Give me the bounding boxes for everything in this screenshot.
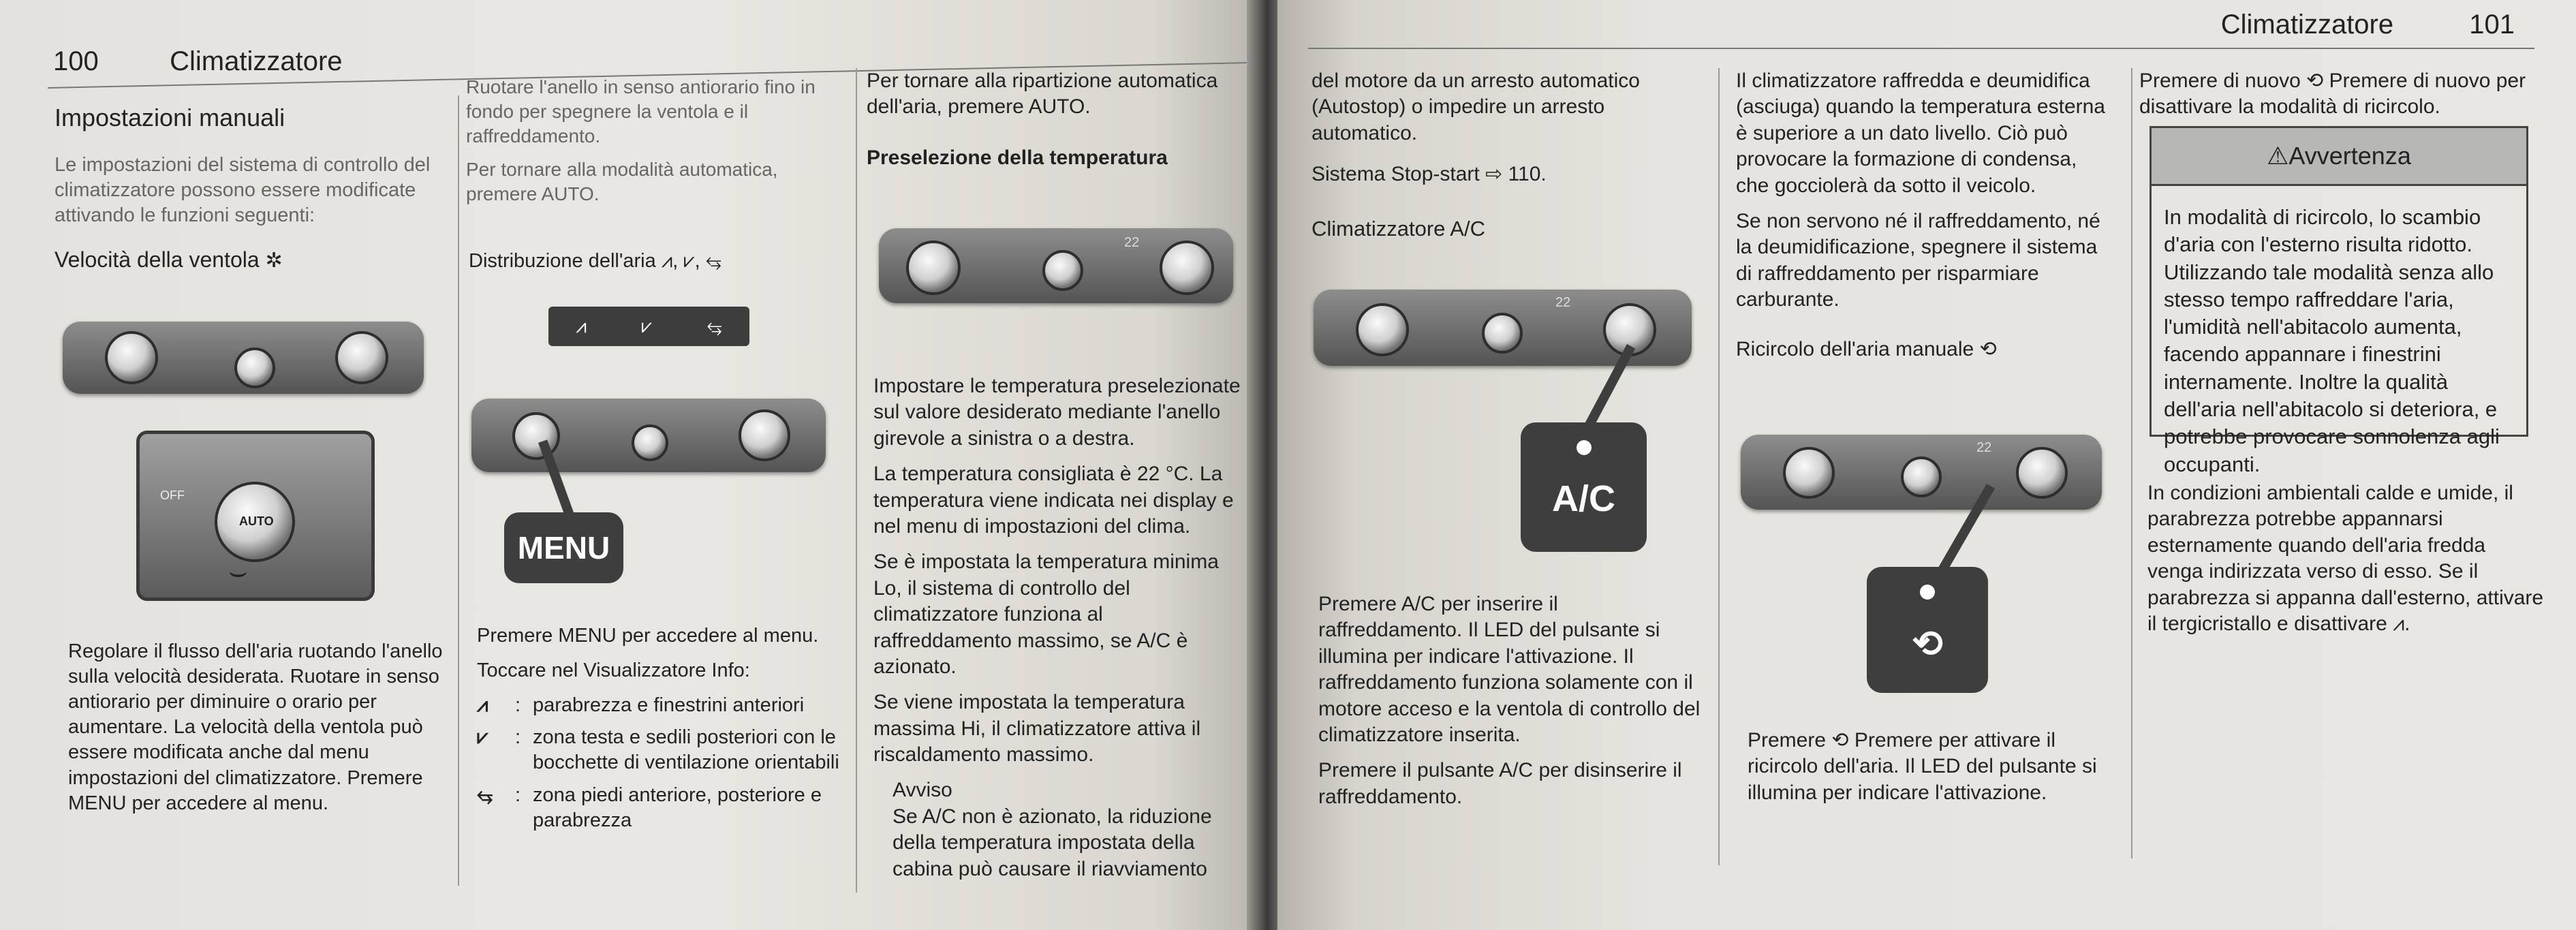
- recirc-on-lead: Premere: [1748, 729, 1827, 751]
- left-col-2-top: [466, 75, 837, 216]
- right-col-1-top: [1312, 68, 1700, 260]
- subheading-ac: Climatizzatore A/C: [1312, 216, 1485, 241]
- stop-start-ref: Sistema Stop-start ⇨ 110.: [1312, 163, 1547, 186]
- left-page: [0, 0, 1254, 930]
- recirculation-label: Ricircolo dell'aria manuale: [1736, 337, 1974, 360]
- panel-temp-display: 22: [1124, 235, 1140, 250]
- header-rule: [1308, 48, 2534, 49]
- rotate-arrow-icon: ⌣: [228, 555, 248, 589]
- left-temp-knob: [906, 241, 961, 295]
- air-distribution-buttons: [548, 307, 749, 346]
- fan-off-text: Ruotare l'anello in senso antiorario fino in fondo per spegnere la ventola e il raffreddamento.: [466, 76, 816, 146]
- recirc-callout: [1867, 567, 1988, 693]
- list-item: ⥃ : zona piedi anteriore, posteriore e parabrezza: [477, 783, 845, 833]
- windscreen-airflow-icon: ⩘: [2393, 612, 2405, 635]
- recirc-off-text: [2139, 68, 2548, 121]
- notice-text: Se A/C non è azionato, la riduzione della temperatura impostata della cabina può causare il riavviamento: [893, 805, 1212, 880]
- fan-zoom-figure: [136, 431, 375, 601]
- right-col-2-top: [1736, 68, 2107, 380]
- windscreen-button-icon: ⩘: [576, 315, 587, 337]
- column-divider: [2131, 68, 2132, 858]
- ac-callout-label: A/C: [1552, 478, 1615, 519]
- ac-off-text: Premere il pulsante A/C per disinserire il raffreddamento.: [1318, 759, 1682, 808]
- left-col-3-body: [873, 373, 1245, 882]
- recirculation-icon: ⟲: [2306, 69, 2324, 92]
- feet-airflow-icon: ⥃: [477, 784, 493, 806]
- warning-box: [2150, 126, 2528, 476]
- list-item: ⩗ : zona testa e sedili posteriori con le bocchette di ventilazione orientabili: [477, 725, 845, 775]
- section-title: Climatizzatore: [2220, 10, 2394, 40]
- autostop-text: del motore da un arresto automatico (Autostop) o impedire un arresto automatico.: [1312, 69, 1640, 144]
- panel-temp-display: 22: [1976, 440, 1992, 455]
- list-item-text: zona testa e sedili posteriori con le bocchette di ventilazione orientabili: [533, 726, 839, 774]
- column-divider: [856, 68, 857, 893]
- panel-temp-display: 22: [1555, 295, 1571, 310]
- fan-speed-body: Regolare il flusso dell'aria ruotando l'anello sulla velocità desiderata. Ruotare in senso antiorario per diminuire o orario per aumentare. La velocità della ventola può essere modificata anche dal menu impostazioni del climatizzatore. Premere MENU per accedere al menu.: [68, 640, 443, 814]
- subheading-fan-speed: [55, 246, 443, 274]
- right-knob: [335, 331, 388, 384]
- head-button-icon: ⩗: [641, 315, 653, 337]
- subheading-recirculation: [1736, 337, 2107, 362]
- page-number: 100: [53, 46, 99, 76]
- left-col-3-top: [867, 68, 1241, 189]
- column-divider: [1718, 68, 1720, 865]
- menu-text: Premere MENU per accedere al menu.: [477, 625, 819, 647]
- menu-panel-figure: [471, 399, 826, 472]
- recirculation-icon: ⟲: [1831, 729, 1849, 751]
- windscreen-airflow-icon: ⩘: [477, 694, 488, 717]
- ac-on-text: Premere A/C per inserire il raffreddamento. Il LED del pulsante si illumina per indicare l'attivazione. Il raffreddamento funziona solamente con il motore acceso e la ventola di controllo del climatizzatore inserita.: [1318, 593, 1701, 746]
- auto-label: AUTO: [239, 514, 274, 528]
- windscreen-fog-body: In condizioni ambientali calde e umide, il parabrezza potrebbe appannarsi esternamente quando dell'aria fredda venga indirizzata verso di esso. Se il parabrezza si appanna dall'esterno, attivare il tergicristallo e disattivare: [2147, 482, 2544, 635]
- intro-text: Le impostazioni del sistema di controllo del climatizzatore possono essere modificate attivando le funzioni seguenti:: [55, 154, 431, 227]
- column-divider: [458, 95, 459, 886]
- feet-button-icon: ⥃: [707, 315, 722, 337]
- left-col-2-body: [477, 623, 845, 840]
- recirc-off-body: Premere di nuovo per disattivare la modalità di ricircolo.: [2139, 69, 2526, 119]
- right-knob: [2016, 447, 2068, 499]
- notice-title: Avviso: [893, 779, 952, 802]
- air-distribution-label: Distribuzione dell'aria: [469, 250, 656, 272]
- ac-panel-figure: [1314, 290, 1692, 366]
- warning-title: ⚠Avvertenza: [2152, 128, 2526, 186]
- right-col-1-body: [1318, 591, 1703, 820]
- windscreen-airflow-icon: ⩘: [661, 250, 673, 272]
- menu-callout: MENU: [504, 512, 623, 583]
- air-distribution-list: [477, 693, 845, 833]
- recirc-off-lead: Premere di nuovo: [2139, 69, 2301, 92]
- center-knob: [1901, 456, 1942, 497]
- list-item: ⩘ : parabrezza e finestrini anteriori: [477, 693, 845, 718]
- notice-block: [893, 777, 1245, 882]
- right-page-header: [2221, 10, 2515, 40]
- auto-mode-text: Per tornare alla modalità automatica, premere AUTO.: [466, 159, 778, 205]
- recirc-on-body: Premere per attivare il ricircolo dell'aria. Il LED del pulsante si illumina per indicare l'attivazione.: [1748, 729, 2097, 804]
- left-knob: [105, 331, 158, 384]
- left-col-1: [55, 102, 443, 292]
- recirculation-icon: ⟲: [1979, 337, 1997, 360]
- touch-info-text: Toccare nel Visualizzatore Info:: [477, 660, 750, 682]
- center-knob: [1482, 313, 1523, 354]
- warning-text: In modalità di ricircolo, lo scambio d'aria con l'esterno risulta ridotto. Utilizzando tale modalità senza allo stesso tempo raffreddare l'aria, l'umidità nell'abitacolo aumenta, facendo appannare i finestrini internamente. Inoltre la qualità dell'aria nell'abitacolo si deteriora, e potrebbe provocare sonnolenza agli occupanti.: [2164, 205, 2500, 476]
- feet-airflow-icon: ⥃: [705, 250, 721, 272]
- temp-preset-text: Impostare le temperatura preselezionate sul valore desiderato mediante l'anello girevole a sinistra o a destra.: [873, 375, 1241, 450]
- subheading-temperature: Preselezione della temperatura: [867, 146, 1168, 169]
- subheading-fan-speed-label: Velocità della ventola: [55, 247, 260, 273]
- windscreen-fog-text: In condizioni ambientali calde e umide, il parabrezza potrebbe appannarsi esternamente quando dell'aria fredda venga indirizzata verso di esso. Se il parabrezza si appanna dall'esterno, attivare il tergicristallo e disattivare ⩘.: [2147, 482, 2544, 635]
- led-dot: [1577, 440, 1592, 455]
- list-item-text: zona piedi anteriore, posteriore e parabrezza: [533, 784, 822, 831]
- climate-panel-figure: [63, 322, 424, 394]
- center-knob: [632, 424, 668, 461]
- head-airflow-icon: ⩗: [683, 250, 695, 272]
- led-dot: [1920, 585, 1935, 600]
- right-knob: [739, 409, 790, 461]
- temperature-panel-figure: [879, 228, 1233, 303]
- menu-knob: [512, 412, 560, 460]
- ac-callout: [1521, 422, 1647, 552]
- temp-lo-text: Se è impostata la temperatura minima Lo, il sistema di controllo del climatizzatore funziona al raffreddamento massimo, se A/C è azionato.: [873, 551, 1219, 678]
- fan-icon: ✲: [265, 249, 283, 273]
- temp-hi-text: Se viene impostata la temperatura massima Hi, il climatizzatore attiva il riscaldamento massimo.: [873, 691, 1201, 766]
- page-number: 101: [2469, 10, 2515, 40]
- head-airflow-icon: ⩗: [477, 726, 488, 749]
- section-title: Climatizzatore: [170, 46, 343, 76]
- fan-knob: [234, 347, 275, 388]
- heading-manual-settings: Impostazioni manuali: [55, 104, 285, 131]
- left-knob: [1356, 303, 1409, 356]
- recirc-on-text: [1748, 728, 2105, 806]
- save-fuel-text: Se non servono né il raffreddamento, né la deumidificazione, spegnere il sistema di raffreddamento per risparmiare carburante.: [1736, 209, 2100, 311]
- left-knob: [1783, 447, 1835, 499]
- right-temp-knob: [1160, 241, 1214, 295]
- list-item-text: parabrezza e finestrini anteriori: [533, 694, 805, 717]
- recirc-panel-figure: [1741, 435, 2102, 510]
- subheading-air-distribution: Distribuzione dell'aria ⩘, ⩗, ⥃: [469, 250, 721, 272]
- left-page-header: [53, 46, 343, 77]
- auto-distribution-text: Per tornare alla ripartizione automatica dell'aria, premere AUTO.: [867, 69, 1218, 119]
- off-label: OFF: [160, 489, 185, 502]
- temp-recommended-text: La temperatura consigliata è 22 °C. La temperatura viene indicata nei display e nel menu di impostazioni del clima.: [873, 463, 1234, 538]
- car-recirculation-icon: ⟲: [1912, 623, 1943, 664]
- center-knob: [1042, 250, 1083, 291]
- dehumidify-text: Il climatizzatore raffredda e deumidifica (asciuga) quando la temperatura esterna è superiore a un dato livello. Ciò può provocare la formazione di condensa, che gocciolerà da sotto il veicolo.: [1736, 69, 2105, 197]
